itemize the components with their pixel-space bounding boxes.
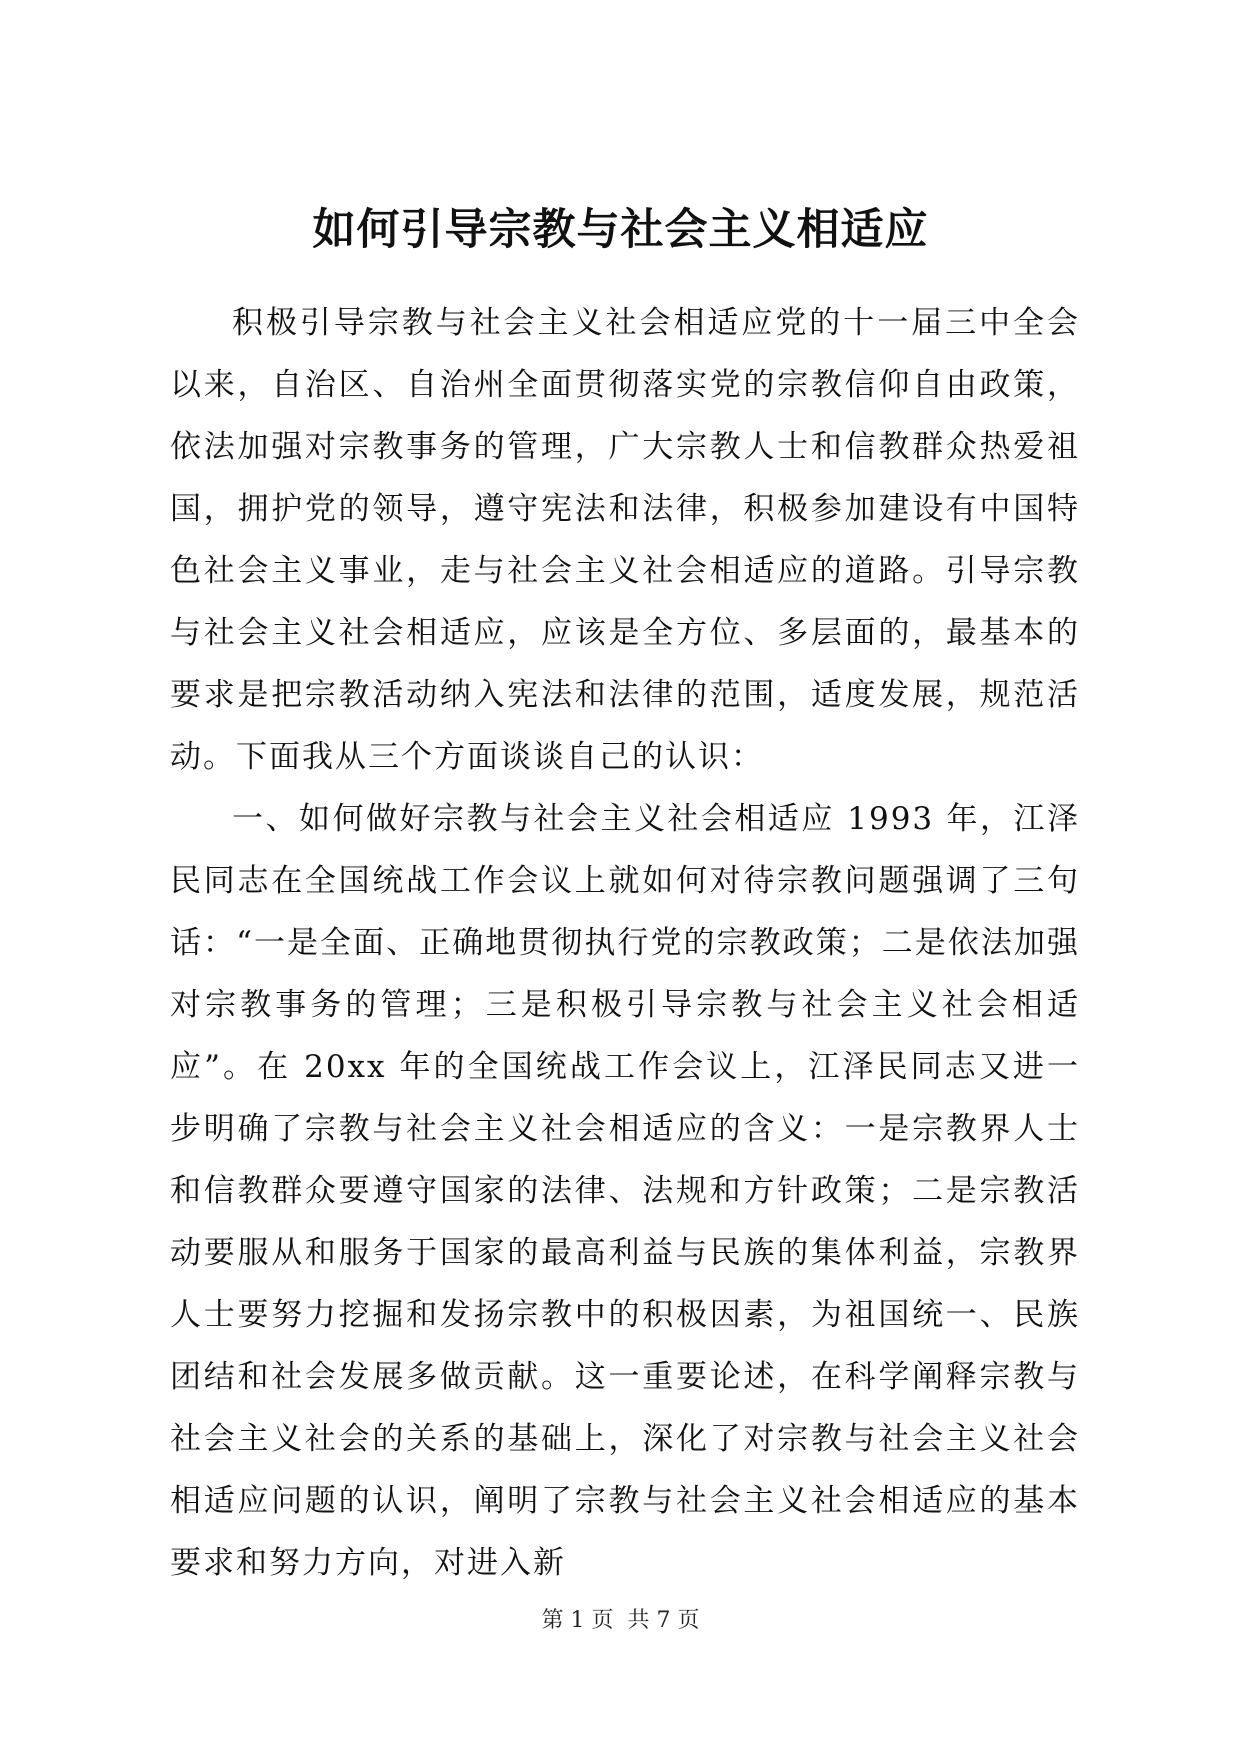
page-number-label: 第 1 页 共 7 页 — [541, 1608, 700, 1633]
page-footer — [0, 1606, 1241, 1636]
paragraph-intro: 积极引导宗教与社会主义社会相适应党的十一届三中全会以来，自治区、自治州全面贯彻落实党的宗教信仰自由政策，依法加强对宗教事务的管理，广大宗教人士和信教群众热爱祖国，拥护党的领导，遵守宪法和法律，积极参加建设有中国特色社会主义事业，走与社会主义社会相适应的道路。引导宗教与社会主义社会相适应，应该是全方位、多层面的，最基本的要求是把宗教活动纳入宪法和法律的范围，适度发展，规范活动。下面我从三个方面谈谈自己的认识： — [170, 305, 1080, 775]
paragraph-section-one: 一、如何做好宗教与社会主义社会相适应 1993 年，江泽民同志在全国统战工作会议上就如何对待宗教问题强调了三句话：“一是全面、正确地贯彻执行党的宗教政策；二是依法加强对宗教事务的管理；三是积极引导宗教与社会主义社会相适应”。在 20xx 年的全国统战工作会议上，江泽民同志又进一步明确了宗教与社会主义社会相适应的含义：一是宗教界人士和信教群众要遵守国家的法律、法规和方针政策；二是宗教活动要服从和服务于国家的最高利益与民族的集体利益，宗教界人士要努力挖掘和发扬宗教中的积极因素，为祖国统一、民族团结和社会发展多做贡献。这一重要论述，在科学阐释宗教与社会主义社会的关系的基础上，深化了对宗教与社会主义社会相适应问题的认识，阐明了宗教与社会主义社会相适应的基本要求和努力方向，对进入新 — [170, 801, 1080, 1581]
document-title: 如何引导宗教与社会主义相适应 — [312, 205, 929, 255]
document-body — [170, 292, 1080, 1594]
